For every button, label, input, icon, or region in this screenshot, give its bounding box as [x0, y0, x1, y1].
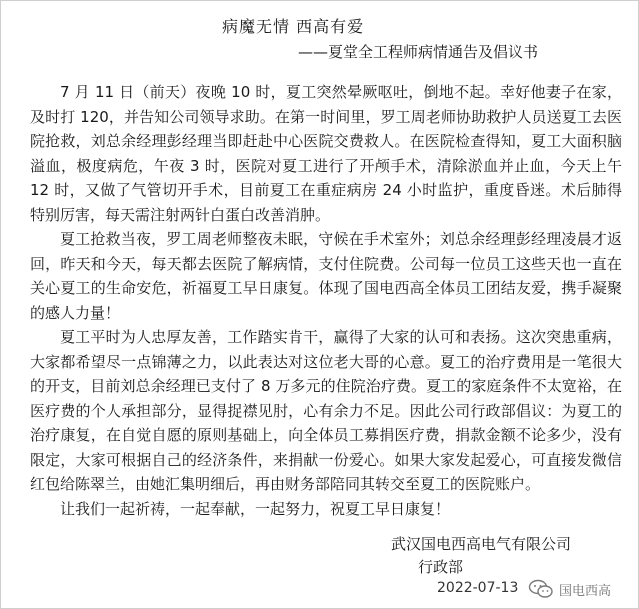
- signature-org: 武汉国电西高电气有限公司: [391, 535, 572, 553]
- document-title: 病魔无情 西高有爱: [222, 17, 365, 36]
- wechat-icon: [528, 579, 554, 599]
- paragraph-incident: 7 月 11 日（前天）夜晚 10 时，夏工突然晕厥呕吐，倒地不起。幸好他妻子在家，及时打 120，并告知公司领导求助。在第一时间里，罗工周老师协助救护人员送夏工去医院抢救，刘总余经理彭经理当即赶赴中心医院交费救人。在医院检查得知，夏工大面积脑溢血，极度病危，午夜 3 时，医院对夏工进行了开颅手术，清除淤血并止血，今天上午 12 时，又做了气管切开手术，目前夏工在重症病房 24 小时监护，重度昏迷。术后肺得特别厉害，每天需注射两针白蛋白改善消肿。: [30, 83, 622, 224]
- watermark: [528, 577, 611, 601]
- signature-dept: 行政部: [418, 558, 464, 576]
- paragraph-care: 夏工抢救当夜，罗工周老师整夜未眠，守候在手术室外；刘总余经理彭经理凌晨才返回，昨天和今天，每天都去医院了解病情，支付住院费。公司每一位员工这些天也一直在关心夏工的生命安危，祈福夏工早日康复。体现了国电西高全体员工团结友爱，携手凝聚的感人力量！: [30, 230, 622, 322]
- document-subtitle: ——夏堂全工程师病情通告及倡议书: [298, 43, 539, 61]
- signature-date: 2022-07-13: [437, 580, 519, 596]
- paragraph-appeal: 夏工平时为人忠厚友善，工作踏实肯干，赢得了大家的认可和表扬。这次突患重病，大家都希望尽一点锦薄之力，以此表达对这位老大哥的心意。夏工的治疗费用是一笔很大的开支，目前刘总余经理已支付了 8 万多元的住院治疗费。夏工的家庭条件不太宽裕，在医疗费的个人承担部分，显得捉襟见肘，心有余力不足。因此公司行政部倡议：为夏工的治疗康复，在自觉自愿的原则基础上，向全体员工募捐医疗费，捐款金额不论多少，没有限定，大家可根据自己的经济条件，来捐献一份爱心。如果大家发起爱心，可直接发微信红包给陈翠兰，由她汇集明细后，再由财务部陪同其转交至夏工的医院账户。: [30, 328, 622, 493]
- document-body: [30, 80, 622, 521]
- watermark-text: 国电西高: [559, 583, 612, 599]
- paragraph-closing: 让我们一起祈祷，一起奉献，一起努力，祝夏工早日康复！: [60, 499, 451, 518]
